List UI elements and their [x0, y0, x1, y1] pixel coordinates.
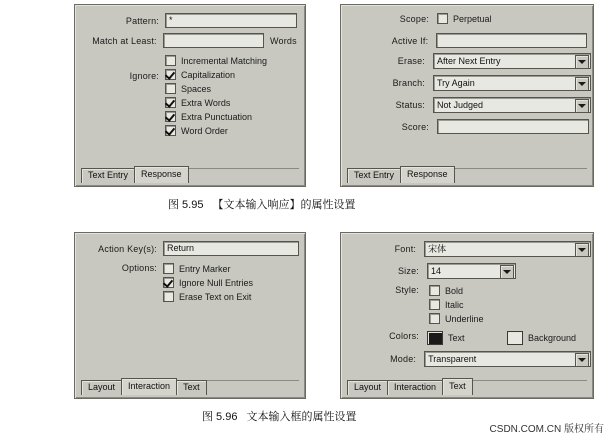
- checkbox-label: Erase Text on Exit: [179, 291, 252, 302]
- erase-select[interactable]: [433, 53, 591, 69]
- tab-text-entry[interactable]: Text Entry: [81, 168, 135, 183]
- checkbox-box[interactable]: [429, 285, 440, 296]
- branch-label: Branch:: [392, 78, 426, 88]
- checkbox-spaces[interactable]: [165, 83, 211, 94]
- tab-bar: [347, 379, 472, 395]
- checkbox-erase-text-on-exit[interactable]: [163, 291, 251, 302]
- pattern-label: Pattern:: [125, 15, 159, 26]
- style-label: Style:: [395, 285, 419, 295]
- color-background-swatch-group[interactable]: [507, 331, 576, 345]
- chevron-down-icon[interactable]: [575, 55, 589, 69]
- tab-layout[interactable]: Layout: [347, 380, 388, 395]
- checkbox-box[interactable]: [165, 69, 176, 80]
- checkbox-label: Entry Marker: [179, 263, 231, 274]
- branch-value: Try Again: [437, 78, 475, 88]
- match-at-least-input[interactable]: [163, 33, 264, 48]
- figure-number: 图 5.95: [168, 199, 204, 211]
- tab-text[interactable]: Text: [442, 378, 473, 395]
- checkbox-label: Italic: [445, 299, 464, 310]
- figure-caption-596: [202, 408, 357, 424]
- checkbox-label: Ignore Null Entries: [179, 277, 254, 288]
- chevron-down-icon[interactable]: [575, 243, 589, 257]
- font-value: 宋体: [428, 244, 447, 254]
- font-select[interactable]: [424, 241, 591, 257]
- score-input[interactable]: [437, 119, 589, 134]
- action-keys-label: Action Key(s):: [98, 243, 157, 254]
- mode-select[interactable]: [424, 351, 591, 367]
- background-color-label: Background: [528, 333, 577, 343]
- status-select[interactable]: [433, 97, 591, 113]
- scope-label: Scope:: [399, 13, 429, 24]
- checkbox-box[interactable]: [163, 291, 174, 302]
- checkbox-label: Spaces: [181, 83, 212, 94]
- checkbox-label: Extra Words: [181, 97, 231, 108]
- figure-title: 文本输入框的属性设置: [246, 411, 357, 423]
- tab-bar: [347, 167, 454, 183]
- checkbox-ignore-null-entries[interactable]: [163, 277, 253, 288]
- checkbox-label: Extra Punctuation: [181, 111, 253, 122]
- match-at-least-label: Match at Least:: [92, 35, 157, 46]
- pattern-input[interactable]: *: [165, 13, 297, 28]
- figure-caption-595: [168, 196, 356, 212]
- text-color-label: Text: [448, 333, 465, 343]
- tab-bar: [81, 167, 188, 183]
- ignore-label: Ignore:: [129, 71, 159, 81]
- checkbox-box[interactable]: [429, 313, 440, 324]
- watermark-footer: CSDN.COM.CN 版权所有: [489, 424, 604, 435]
- checkbox-label: Capitalization: [181, 69, 236, 80]
- branch-select[interactable]: [433, 75, 591, 91]
- dialog-text-field-interaction: [74, 232, 306, 399]
- size-label: Size:: [397, 266, 419, 276]
- chevron-down-icon[interactable]: [575, 353, 589, 367]
- checkbox-extra-punctuation[interactable]: [165, 111, 252, 122]
- checkbox-label: Word Order: [181, 125, 228, 136]
- checkbox-box[interactable]: [165, 97, 176, 108]
- dialog-text-entry-response-left: [74, 4, 306, 187]
- checkbox-box[interactable]: [165, 83, 176, 94]
- checkbox-box[interactable]: [165, 55, 176, 66]
- text-color-swatch[interactable]: [427, 331, 443, 345]
- checkbox-box[interactable]: [163, 277, 174, 288]
- tab-bar: [81, 379, 206, 395]
- options-label: Options:: [121, 263, 157, 273]
- tab-text[interactable]: Text: [176, 380, 207, 395]
- checkbox-label: Incremental Matching: [181, 55, 268, 66]
- checkbox-box[interactable]: [163, 263, 174, 274]
- font-label: Font:: [394, 244, 417, 254]
- score-label: Score:: [401, 121, 429, 132]
- checkbox-underline[interactable]: [429, 313, 484, 324]
- erase-label: Erase:: [397, 56, 426, 66]
- checkbox-bold[interactable]: [429, 285, 463, 296]
- colors-label: Colors:: [389, 331, 419, 341]
- active-if-input[interactable]: [436, 33, 587, 48]
- tab-interaction[interactable]: Interaction: [387, 380, 443, 395]
- checkbox-perpetual[interactable]: [437, 13, 492, 24]
- checkbox-capitalization[interactable]: [165, 69, 235, 80]
- tab-response[interactable]: Response: [400, 166, 455, 183]
- chevron-down-icon[interactable]: [575, 99, 589, 113]
- action-keys-input[interactable]: Return: [163, 241, 299, 256]
- chevron-down-icon[interactable]: [575, 77, 589, 91]
- match-at-least-units: Words: [269, 35, 297, 46]
- color-text-swatch-group[interactable]: [427, 331, 465, 345]
- figure-number: 图 5.96: [202, 411, 238, 423]
- status-label: Status:: [395, 100, 426, 110]
- dialog-text-field-text: [340, 232, 594, 399]
- checkbox-extra-words[interactable]: [165, 97, 230, 108]
- size-value: 14: [431, 266, 442, 276]
- status-value: Not Judged: [437, 100, 484, 110]
- tab-response[interactable]: Response: [134, 166, 189, 183]
- tab-layout[interactable]: Layout: [81, 380, 122, 395]
- chevron-down-icon[interactable]: [500, 265, 514, 279]
- background-color-swatch[interactable]: [507, 331, 523, 345]
- checkbox-label: Perpetual: [453, 13, 492, 24]
- checkbox-label: Underline: [445, 313, 484, 324]
- checkbox-box[interactable]: [165, 125, 176, 136]
- checkbox-box[interactable]: [165, 111, 176, 122]
- checkbox-italic[interactable]: [429, 299, 464, 310]
- mode-label: Mode:: [390, 354, 417, 364]
- tab-text-entry[interactable]: Text Entry: [347, 168, 401, 183]
- size-select[interactable]: [427, 263, 516, 279]
- tab-interaction[interactable]: Interaction: [121, 378, 177, 395]
- checkbox-word-order[interactable]: [165, 125, 228, 136]
- dialog-text-entry-response-right: [340, 4, 594, 187]
- checkbox-box[interactable]: [437, 13, 448, 24]
- active-if-label: Active If:: [391, 35, 429, 46]
- figure-title: 【文本输入响应】的属性设置: [212, 199, 356, 211]
- checkbox-label: Bold: [445, 285, 464, 296]
- erase-value: After Next Entry: [437, 56, 501, 66]
- checkbox-entry-marker[interactable]: [163, 263, 231, 274]
- checkbox-box[interactable]: [429, 299, 440, 310]
- mode-value: Transparent: [428, 354, 477, 364]
- checkbox-incremental-matching[interactable]: [165, 55, 267, 66]
